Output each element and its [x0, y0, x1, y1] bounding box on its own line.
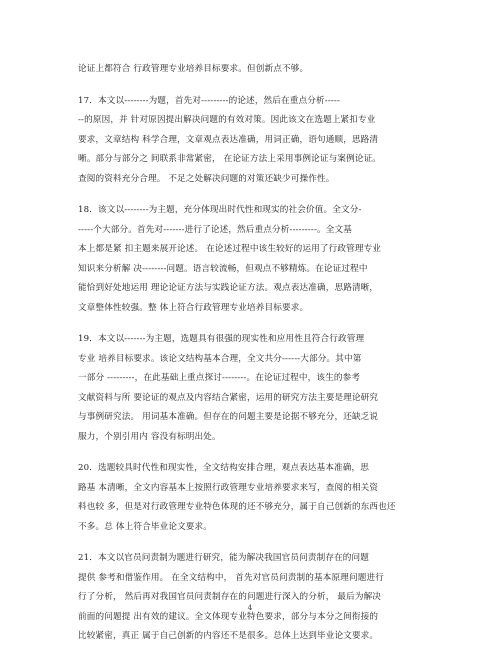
text-line: 文章整体性较强。整 体上符合行政管理专业培养目标要求。	[78, 302, 309, 313]
paragraph	[78, 549, 422, 647]
text-line: 一部分 ---------，在此基础上重点探讨--------。在论证过程中，该生的参考	[78, 373, 361, 383]
paragraph	[78, 330, 422, 447]
paragraph	[78, 459, 422, 537]
text-line: 料也较 多，但是对行政管理专业特色体现的还不够充分，属于自己创新的东西也还	[78, 502, 396, 512]
text-line: 专业 培养目标要求。该论文结构基本合理，全文共分------大部分。其中第	[78, 353, 362, 364]
text-line: 20．选题较具时代性和现实性，全文结构安排合理，观点表达基本准确，思	[78, 463, 370, 473]
document-body	[78, 60, 422, 647]
text-line: 17．本文以--------为题，首先对---------的论述，然后在重点分析-----	[78, 95, 341, 106]
paragraph	[78, 201, 422, 318]
text-line: 与事例研究法。 用词基本准确。但存在的问题主要是论据不够充分，还缺乏说	[78, 412, 379, 422]
text-line: 查阅的资料充分合理。 不足之处解决问题的对策还缺少可操作性。	[78, 173, 335, 184]
paragraph	[78, 92, 422, 190]
text-line: 本上都是紧 扣主题来展开论述。 在论述过程中该生较好的运用了行政管理专业	[78, 244, 382, 254]
text-line: 能恰到好处地运用 理论论证方法与实践论证方法。观点表达准确，思路清晰，	[78, 283, 379, 293]
text-line: 不多。总 体上符合毕业论文要求。	[78, 521, 213, 532]
text-line: 知识来分析解 决--------问题。语言较流畅，但观点不够精炼。在论证过程中	[78, 263, 368, 274]
text-line: 行了分析， 然后再对我国官员问责制存在的问题进行深入的分析， 最后为解决	[78, 592, 382, 602]
text-line: -----个大部分。首先对-------进行了论述，然后重点分析---------。全文基	[78, 224, 352, 235]
text-line: 19．本文以-------为主题，选题具有很强的现实性和应用性且符合行政管理	[78, 334, 365, 344]
text-line: 服力，个别引用内 容没有标明出处。	[78, 431, 221, 442]
text-line: 要求，文章结构 科学合理，文章观点表达准确，用词正确，语句通顺，思路清	[78, 134, 379, 145]
page-number: 4	[247, 603, 253, 612]
text-line: 文献资料与所 要论证的观点及内容结合紧密，运用的研究方法主要是理论研究	[78, 392, 379, 403]
text-line: 路基 本清晰，全文内容基本上按照行政管理专业培养要求来写，查阅的相关资	[78, 482, 379, 493]
paragraph	[78, 60, 422, 80]
text-line: 21．本文以官员问责制为题进行研究，能为解决我国官员问责制存在的问题	[78, 553, 370, 563]
text-line: 比较紧密，真正 属于自己创新的内容还不是很多。总体上达到毕业论文要求。	[78, 631, 379, 641]
text-line: 论证上都符合 行政管理专业培养目标要求。但创新点不够。	[78, 64, 309, 74]
text-line: 提供 参考和借鉴作用。 在全文结构中， 首先对官员问责制的基本原理问题进行	[78, 572, 384, 583]
text-line: 晰。部分与部分之 间联系非常紧密， 在论证方法上采用事例论证与案例论证。	[78, 154, 382, 164]
text-line: 18．该文以--------为主题，充分体现出时代性和现实的社会价值。全文分-	[78, 205, 362, 215]
text-line: --的原因，并 针对原因提出解决问题的有效对策。因此该文在选题上紧扣专业	[78, 115, 376, 125]
text-line: 前面的问题提 出有效的建议。全文体现专业特色要求，部分与本分之间衔接的	[78, 611, 379, 622]
